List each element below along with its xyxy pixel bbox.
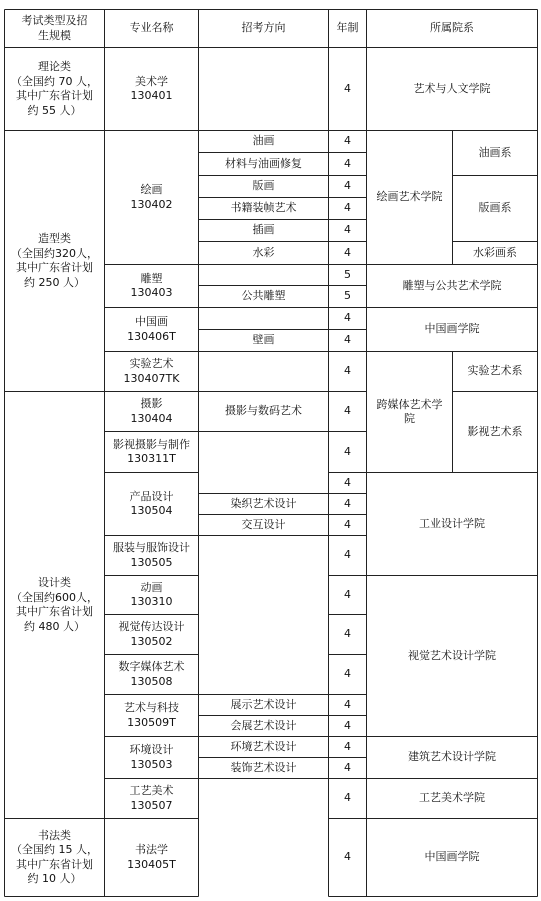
header-direction: 招考方向: [241, 21, 286, 35]
years-interaction: 4: [344, 517, 351, 531]
category-calligraphy: 书法类 （全国约 15 人， 其中广东省计划 约 10 人）: [11, 828, 98, 885]
major-calligraphy: 书法学 130405T: [127, 843, 176, 871]
direction-photo-digital: 摄影与数码艺术: [225, 404, 302, 418]
years-oil: 4: [344, 134, 351, 148]
direction-illustration: 插画: [252, 223, 275, 237]
years-fashion-design: 4: [344, 548, 351, 562]
header-major: 专业名称: [129, 21, 174, 35]
years-digital-media: 4: [344, 667, 351, 681]
header-college: 所属院系: [430, 21, 474, 35]
direction-watercolor: 水彩: [252, 245, 275, 259]
major-fine-art: 美术学 130401: [130, 74, 173, 102]
college-visual: 视觉艺术设计学院: [408, 648, 496, 662]
years-film-photography: 4: [344, 444, 351, 458]
years-public-sculpture: 5: [344, 289, 351, 303]
years-environment: 4: [344, 739, 351, 753]
major-chinese-painting: 中国画 130406T: [127, 315, 176, 343]
major-environment-design: 环境设计 130503: [129, 743, 174, 771]
direction-decoration: 装饰艺术设计: [230, 760, 297, 774]
years-product-design: 4: [344, 475, 351, 489]
direction-interaction: 交互设计: [241, 517, 286, 531]
college-architecture: 建筑艺术设计学院: [408, 750, 496, 764]
direction-book-binding: 书籍装帧艺术: [230, 201, 297, 215]
direction-textile: 染织艺术设计: [230, 496, 297, 510]
category-modeling: 造型类 （全国约320人， 其中广东省计划 约 250 人）: [11, 232, 98, 289]
major-animation: 动画 130310: [130, 580, 173, 608]
years-decoration: 4: [344, 760, 351, 774]
years-fine-art: 4: [344, 81, 351, 95]
college-chinese-painting: 中国画学院: [424, 322, 480, 336]
direction-printmaking: 版画: [252, 179, 275, 193]
category-design: 设计类 （全国约600人， 其中广东省计划 约 480 人）: [11, 576, 98, 633]
dept-oil: 油画系: [478, 145, 512, 159]
years-book-binding: 4: [344, 201, 351, 215]
major-sculpture: 雕塑 130403: [130, 271, 173, 299]
direction-oil: 油画: [252, 134, 275, 148]
years-exhibition-design: 4: [344, 718, 351, 732]
category-theory: 理论类 （全国约 70 人， 其中广东省计划 约 55 人）: [11, 60, 98, 117]
college-sculpture: 雕塑与公共艺术学院: [402, 278, 502, 292]
years-calligraphy: 4: [344, 850, 351, 864]
major-fashion-design: 服装与服饰设计 130505: [113, 541, 190, 569]
direction-oil-materials: 材料与油画修复: [225, 156, 302, 170]
years-textile: 4: [344, 496, 351, 510]
direction-public-sculpture: 公共雕塑: [241, 289, 286, 303]
years-visual-comm: 4: [344, 627, 351, 641]
years-experimental-art: 4: [344, 364, 351, 378]
years-chinese-painting: 4: [344, 311, 351, 325]
years-exhibition: 4: [344, 697, 351, 711]
header-years: 年制: [336, 21, 359, 35]
years-animation: 4: [344, 587, 351, 601]
direction-exhibition-design: 会展艺术设计: [230, 718, 297, 732]
years-photography: 4: [344, 404, 351, 418]
college-crafts: 工艺美术学院: [419, 791, 485, 805]
years-illustration: 4: [344, 223, 351, 237]
dept-film: 影视艺术系: [467, 424, 523, 438]
years-watercolor: 4: [344, 245, 351, 259]
major-digital-media: 数字媒体艺术 130508: [118, 660, 185, 688]
direction-mural: 壁画: [252, 333, 275, 347]
years-crafts: 4: [344, 791, 351, 805]
major-product-design: 产品设计 130504: [129, 489, 174, 517]
years-printmaking: 4: [344, 179, 351, 193]
dept-watercolor: 水彩画系: [473, 245, 517, 259]
college-painting: 绘画艺术学院: [376, 190, 443, 204]
major-art-tech: 艺术与科技 130509T: [124, 701, 179, 729]
years-oil-materials: 4: [344, 156, 351, 170]
major-experimental-art: 实验艺术 130407TK: [123, 357, 180, 385]
years-sculpture: 5: [344, 267, 351, 281]
major-film-photography: 影视摄影与制作 130311T: [113, 437, 190, 465]
college-industrial: 工业设计学院: [419, 516, 485, 530]
direction-exhibition: 展示艺术设计: [230, 697, 297, 711]
major-visual-comm: 视觉传达设计 130502: [118, 620, 185, 648]
college-cross-media: 跨媒体艺术学 院: [376, 397, 443, 425]
years-mural: 4: [344, 333, 351, 347]
dept-experimental: 实验艺术系: [467, 364, 523, 378]
major-crafts: 工艺美术 130507: [129, 784, 174, 812]
dept-print: 版画系: [478, 201, 512, 215]
college-chinese-painting-2: 中国画学院: [424, 850, 480, 864]
college-arts-humanities: 艺术与人文学院: [413, 81, 491, 95]
header-category: 考试类型及招 生规模: [21, 14, 88, 42]
direction-environment: 环境艺术设计: [230, 739, 297, 753]
major-painting: 绘画 130402: [130, 183, 173, 211]
major-photography: 摄影 130404: [130, 397, 173, 425]
